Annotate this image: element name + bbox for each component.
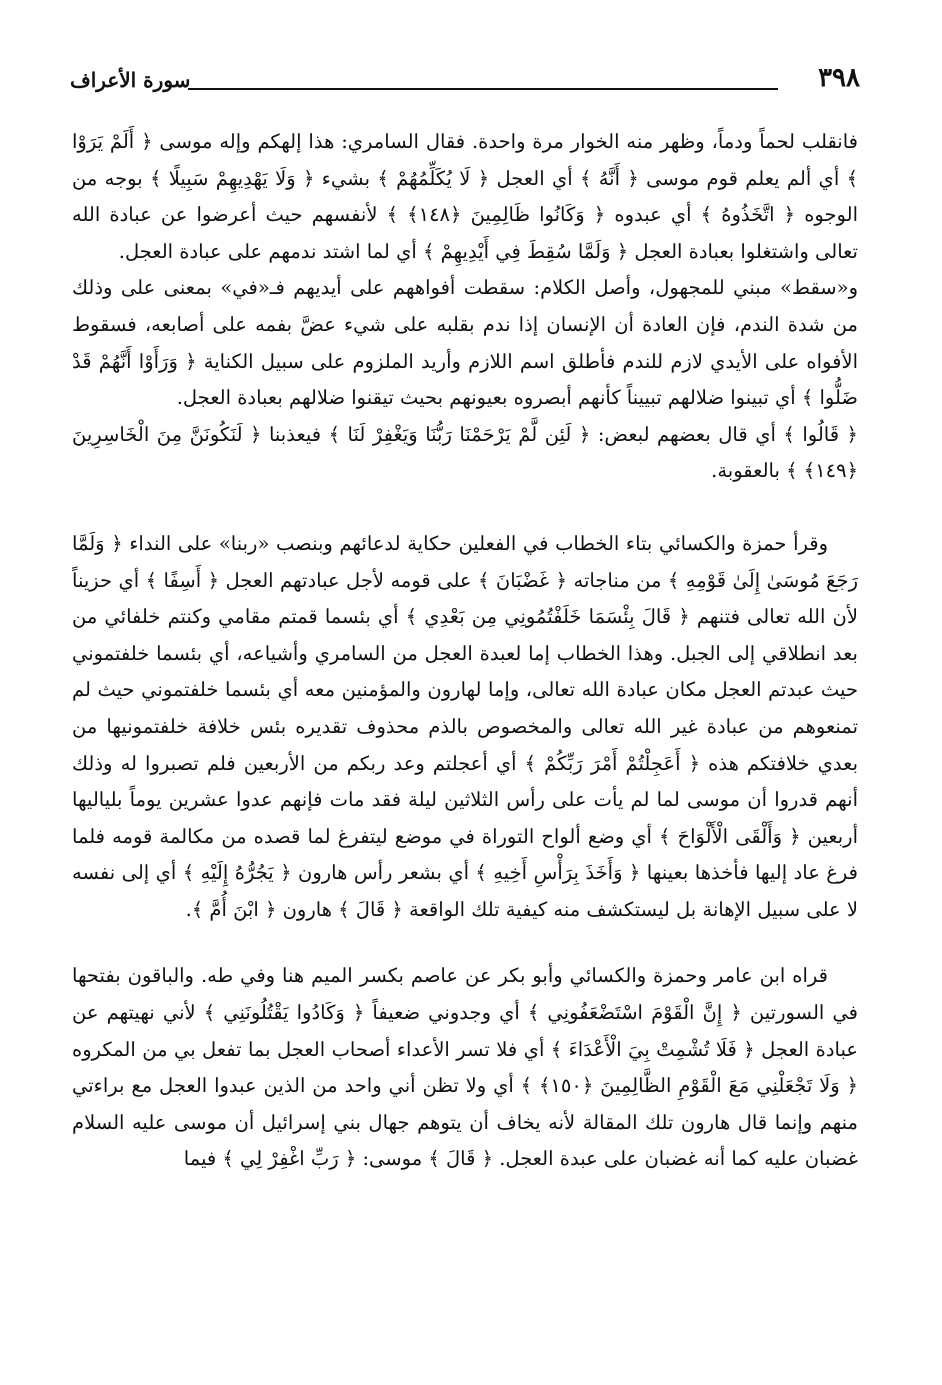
paragraph-tafsir-149: ﴿ قَالُوا ﴾ أي قال بعضهم لبعض: ﴿ لَئِن لَّمْ يَرْحَمْنَا رَبُّنَا وَيَغْفِرْ لَنَا ﴾ فيعذبنا ﴿ لَنَكُونَنَّ مِنَ الْخَاسِرِينَ ﴿١٤٩﴾ ﴾ بالعقوبة. <box>72 422 858 483</box>
paragraph-tafsir-150: وقرأ حمزة والكسائي بتاء الخطاب في الفعلين حكاية لدعائهم وبنصب «ربنا» على النداء ﴿ وَلَمَّا رَجَعَ مُوسَىٰ إِلَىٰ قَوْمِهِ ﴾ من مناجاته ﴿ غَضْبَانَ ﴾ على قومه لأجل عبادتهم العجل ﴿ أَسِفًا ﴾ أي حزيناً لأن الله تعالى فتنهم ﴿ قَالَ بِئْسَمَا خَلَفْتُمُونِي مِن بَعْدِي ﴾ أي بئسما قمتم مقامي وكنتم خلفائي من بعد انطلاقي إلى الجبل. وهذا الخطاب إما لعبدة العجل من السامري وأشياعه، أي بئسما خلفتموني حيث عبدتم العجل مكان عبادة الله تعالى، وإما لهارون والمؤمنين معه أي بئسما خلفتموني حيث لم تمنعوهم من عبادة غير الله تعالى والمخصوص بالذم محذوف تقديره بئس خلافة خلفتمونيها من بعدي خلافتكم هذه ﴿ أَعَجِلْتُمْ أَمْرَ رَبِّكُمْ ﴾ أي أعجلتم وعد ربكم من الأربعين فلم تصبروا له وذلك أنهم قدروا أن موسى لما لم يأت على رأس الثلاثين ليلة فقد مات فإنهم عدوا عشرين يوماً بلياليها أربعين ﴿ وَأَلْقَى الْأَلْوَاحَ ﴾ أي وضع ألواح التوراة في موضع ليتفرغ لما قصده من مكالمة قومه فلما فرغ عاد إليها فأخذها بعينها ﴿ وَأَخَذَ بِرَأْسِ أَخِيهِ ﴾ أي بشعر رأس هارون ﴿ يَجُرُّهُ إِلَيْهِ ﴾ أي إلى نفسه لا على سبيل الإهانة بل ليستكشف منه كيفية تلك الواقعة ﴿ قَالَ ﴾ هارون ﴿ ابْنَ أُمَّ ﴾. <box>72 531 858 921</box>
paragraph-note-saqata: و«سقط» مبني للمجهول، وأصل الكلام: سقطت أفواههم على أيديهم فـ«في» بمعنى على وذلك من شدة الندم، فإن العادة أن الإنسان إذا ندم بقلبه على شيء عضَّ بفمه على أصابعه، فسقوط الأفواه على الأيدي لازم للندم فأطلق اسم اللازم وأريد الملزوم على سبيل الكناية ﴿ وَرَأَوْا أَنَّهُمْ قَدْ ضَلُّوا ﴾ أي تبينوا ضلالهم تبييناً كأنهم أبصروه بعيونهم بحيث تيقنوا ضلالهم بعبادة العجل. <box>72 276 858 410</box>
sura-title: سورة الأعراف <box>70 68 191 92</box>
header-rule <box>188 88 778 90</box>
section-gap <box>72 490 858 526</box>
paragraph-qiraat-note: قراه ابن عامر وحمزة والكسائي وأبو بكر عن عاصم بكسر الميم هنا وفي طه. والباقون بفتحها في السورتين ﴿ إِنَّ الْقَوْمَ اسْتَضْعَفُونِي ﴾ أي وجدوني ضعيفاً ﴿ وَكَادُوا يَقْتُلُونَنِي ﴾ لأني نهيتهم عن عبادة العجل ﴿ فَلَا تُشْمِتْ بِيَ الْأَعْدَاءَ ﴾ أي فلا تسر الأعداء أصحاب العجل بما تفعل بي من المكروه ﴿ وَلَا تَجْعَلْنِي مَعَ الْقَوْمِ الظَّالِمِينَ ﴿١٥٠﴾ ﴾ أي ولا تظن أني واحد من الذين عبدوا العجل مع براءتي منهم وإنما قال هارون تلك المقالة لأنه يخاف أن يتوهم جهال بني إسرائيل أن موسى عليه السلام غضبان عليه كما أنه غضبان على عبدة العجل. ﴿ قَالَ ﴾ موسى: ﴿ رَبِّ اغْفِرْ لِي ﴾ فيما <box>72 964 858 1171</box>
page-header <box>70 62 860 102</box>
page-number: ٣٩٨ <box>818 63 860 93</box>
section-gap <box>72 928 858 958</box>
page-body <box>72 124 858 1178</box>
paragraph-tafsir-148: فانقلب لحماً ودماً، وظهر منه الخوار مرة واحدة. فقال السامري: هذا إلهكم وإله موسى ﴿ أَلَمْ يَرَوْا ﴾ أي ألم يعلم قوم موسى ﴿ أَنَّهُ ﴾ أي العجل ﴿ لَا يُكَلِّمُهُمْ ﴾ بشيء ﴿ وَلَا يَهْدِيهِمْ سَبِيلًا ﴾ بوجه من الوجوه ﴿ اتَّخَذُوهُ ﴾ أي عبدوه ﴿ وَكَانُوا ظَالِمِينَ ﴿١٤٨﴾ ﴾ لأنفسهم حيث أعرضوا عن عبادة الله تعالى واشتغلوا بعبادة العجل ﴿ وَلَمَّا سُقِطَ فِي أَيْدِيهِمْ ﴾ أي لما اشتد ندمهم على عبادة العجل. <box>72 130 858 263</box>
